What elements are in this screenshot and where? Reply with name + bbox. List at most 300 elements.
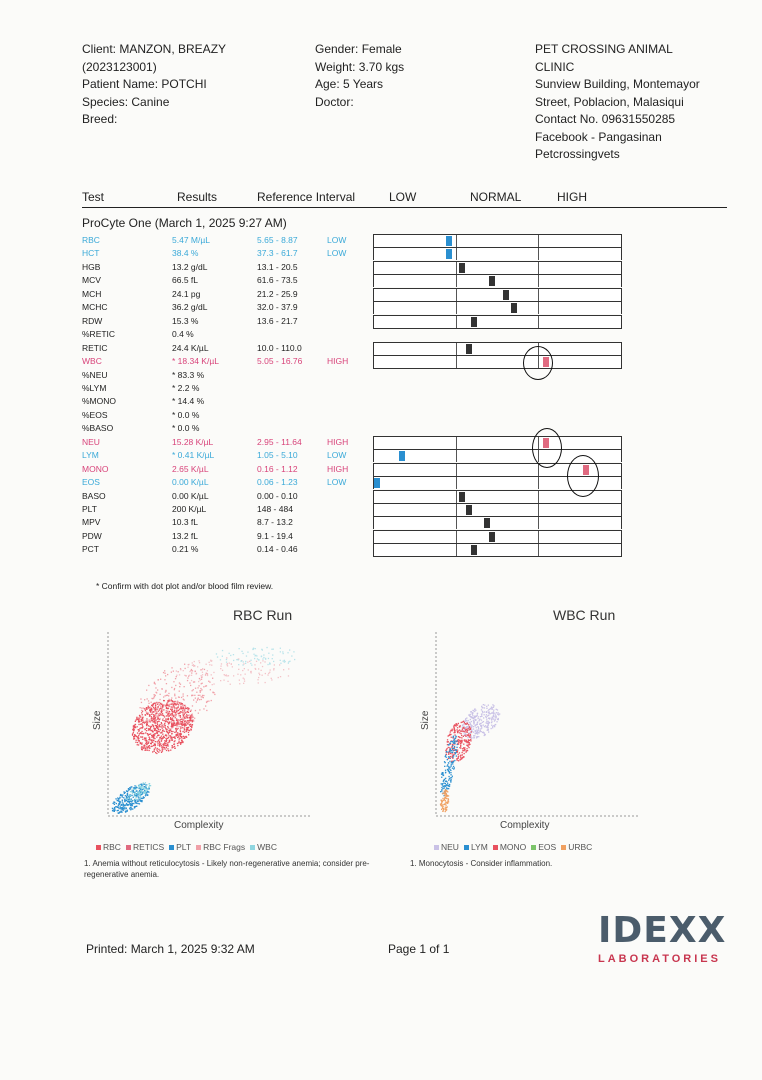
- scatter-dot: [141, 723, 142, 724]
- scatter-dot: [148, 729, 149, 730]
- scatter-dot: [157, 689, 158, 690]
- scatter-dot: [177, 728, 178, 729]
- scatter-dot: [151, 698, 152, 699]
- scatter-dot: [474, 709, 475, 710]
- idexx-logo: IDEXX: [598, 910, 727, 951]
- scatter-dot: [141, 708, 142, 709]
- scatter-dot: [492, 726, 493, 727]
- scatter-dot: [247, 662, 248, 663]
- scatter-dot: [139, 740, 140, 741]
- flag: HIGH: [327, 356, 349, 367]
- scatter-dot: [280, 651, 281, 652]
- scatter-dot: [141, 719, 142, 720]
- gauge-divider: [456, 356, 457, 368]
- scatter-dot: [118, 799, 119, 800]
- scatter-dot: [164, 747, 165, 748]
- scatter-dot: [459, 726, 460, 727]
- range-marker: [446, 249, 452, 259]
- scatter-dot: [470, 719, 471, 720]
- scatter-dot: [273, 669, 274, 670]
- scatter-dot: [161, 752, 162, 753]
- scatter-dot: [245, 663, 246, 664]
- scatter-dot: [143, 708, 144, 709]
- scatter-dot: [162, 750, 163, 751]
- section-title: ProCyte One (March 1, 2025 9:27 AM): [82, 216, 287, 230]
- scatter-dot: [160, 707, 161, 708]
- scatter-dot: [171, 722, 172, 723]
- scatter-dot: [135, 796, 136, 797]
- scatter-dot: [192, 714, 193, 715]
- reference-interval: 5.65 - 8.87: [257, 235, 298, 245]
- printed-date: Printed: March 1, 2025 9:32 AM: [86, 942, 255, 956]
- scatter-dot: [207, 670, 208, 671]
- scatter-dot: [179, 715, 180, 716]
- scatter-dot: [463, 721, 464, 722]
- scatter-dot: [479, 720, 480, 721]
- gauge-divider: [456, 316, 457, 328]
- scatter-dot: [457, 751, 458, 752]
- scatter-dot: [452, 752, 453, 753]
- scatter-dot: [137, 791, 138, 792]
- scatter-dot: [289, 649, 290, 650]
- scatter-dot: [471, 725, 472, 726]
- table-row: [0, 355, 370, 368]
- scatter-dot: [486, 711, 487, 712]
- test-result: 10.3 fL: [172, 517, 198, 528]
- scatter-dot: [182, 704, 183, 705]
- test-result: 66.5 fL: [172, 275, 198, 286]
- scatter-dot: [445, 783, 446, 784]
- scatter-dot: [174, 743, 175, 744]
- range-marker: [489, 532, 495, 542]
- scatter-dot: [496, 712, 497, 713]
- client-info: [82, 41, 226, 129]
- scatter-dot: [226, 674, 227, 675]
- scatter-dot: [465, 752, 466, 753]
- scatter-dot: [137, 736, 138, 737]
- reference-interval: 0.00 - 0.10: [257, 490, 298, 501]
- scatter-dot: [478, 716, 479, 717]
- scatter-dot: [179, 726, 180, 727]
- scatter-dot: [186, 721, 187, 722]
- scatter-dot: [191, 710, 192, 711]
- scatter-dot: [172, 747, 173, 748]
- scatter-dot: [192, 715, 193, 716]
- scatter-dot: [446, 798, 447, 799]
- scatter-dot: [192, 705, 193, 706]
- scatter-dot: [139, 728, 140, 729]
- scatter-dot: [459, 737, 460, 738]
- scatter-dot: [184, 675, 185, 676]
- test-result: * 14.4 %: [172, 396, 205, 407]
- scatter-dot: [233, 654, 234, 655]
- scatter-dot: [243, 661, 244, 662]
- scatter-dot: [129, 804, 130, 805]
- scatter-dot: [229, 663, 230, 664]
- scatter-dot: [194, 661, 195, 662]
- scatter-dot: [452, 753, 453, 754]
- scatter-dot: [488, 705, 489, 706]
- test-result: 24.4 K/µL: [172, 342, 209, 353]
- scatter-dot: [185, 708, 186, 709]
- test-name: %BASO: [82, 423, 114, 434]
- scatter-dot: [174, 695, 175, 696]
- scatter-dot: [159, 699, 160, 700]
- scatter-dot: [144, 797, 145, 798]
- scatter-dot: [445, 802, 446, 803]
- scatter-dot: [145, 737, 146, 738]
- scatter-dot: [162, 724, 163, 725]
- scatter-dot: [158, 731, 159, 732]
- scatter-dot: [448, 788, 449, 789]
- scatter-dot: [280, 663, 281, 664]
- scatter-dot: [477, 722, 478, 723]
- scatter-dot: [146, 690, 147, 691]
- range-marker: [399, 451, 405, 461]
- scatter-dot: [179, 723, 180, 724]
- scatter-dot: [178, 704, 179, 705]
- scatter-dot: [133, 803, 134, 804]
- scatter-dot: [141, 801, 142, 802]
- scatter-dot: [173, 720, 174, 721]
- scatter-dot: [164, 742, 165, 743]
- scatter-dot: [129, 787, 130, 788]
- scatter-dot: [201, 675, 202, 676]
- scatter-dot: [180, 704, 181, 705]
- scatter-dot: [284, 660, 285, 661]
- scatter-dot: [118, 806, 119, 807]
- scatter-dot: [265, 673, 266, 674]
- scatter-dot: [157, 707, 158, 708]
- scatter-dot: [201, 683, 202, 684]
- scatter-dot: [171, 745, 172, 746]
- table-row: [0, 490, 370, 503]
- scatter-dot: [153, 737, 154, 738]
- test-name: %RETIC: [82, 329, 116, 340]
- scatter-dot: [195, 698, 196, 699]
- scatter-dot: [187, 709, 188, 710]
- test-result: 2.65 K/µL: [172, 463, 209, 474]
- scatter-dot: [441, 800, 442, 801]
- scatter-dot: [180, 736, 181, 737]
- scatter-dot: [488, 727, 489, 728]
- scatter-dot: [164, 720, 165, 721]
- scatter-dot: [170, 706, 171, 707]
- scatter-dot: [273, 649, 274, 650]
- legend-item: [531, 842, 556, 852]
- scatter-dot: [288, 675, 289, 676]
- scatter-dot: [138, 729, 139, 730]
- scatter-dot: [168, 716, 169, 717]
- scatter-dot: [239, 683, 240, 684]
- scatter-dot: [443, 804, 444, 805]
- scatter-dot: [190, 726, 191, 727]
- scatter-dot: [254, 658, 255, 659]
- scatter-dot: [175, 707, 176, 708]
- scatter-dot: [175, 685, 176, 686]
- scatter-dot: [191, 695, 192, 696]
- gauge-divider: [456, 343, 457, 355]
- scatter-dot: [465, 723, 466, 724]
- range-gauge: [373, 530, 622, 543]
- scatter-dot: [152, 710, 153, 711]
- scatter-dot: [173, 671, 174, 672]
- scatter-dot: [494, 720, 495, 721]
- scatter-dot: [199, 709, 200, 710]
- scatter-dot: [152, 719, 153, 720]
- scatter-dot: [156, 749, 157, 750]
- test-name: PCT: [82, 544, 99, 555]
- scatter-dot: [141, 733, 142, 734]
- scatter-dot: [167, 674, 168, 675]
- scatter-dot: [189, 730, 190, 731]
- scatter-dot: [141, 790, 142, 791]
- scatter-dot: [171, 697, 172, 698]
- test-name: MCV: [82, 275, 101, 286]
- scatter-dot: [471, 721, 472, 722]
- gauge-divider: [456, 450, 457, 462]
- scatter-dot: [226, 662, 227, 663]
- scatter-dot: [462, 754, 463, 755]
- test-name: EOS: [82, 477, 100, 488]
- scatter-dot: [174, 702, 175, 703]
- scatter-dot: [456, 729, 457, 730]
- scatter-dot: [133, 732, 134, 733]
- scatter-dot: [199, 678, 200, 679]
- scatter-dot: [454, 760, 455, 761]
- scatter-dot: [158, 739, 159, 740]
- legend-swatch: [464, 845, 469, 850]
- scatter-dot: [166, 735, 167, 736]
- test-name: MONO: [82, 463, 109, 474]
- test-name: PDW: [82, 530, 102, 541]
- scatter-dot: [148, 703, 149, 704]
- scatter-dot: [133, 736, 134, 737]
- scatter-dot: [138, 738, 139, 739]
- scatter-dot: [211, 665, 212, 666]
- scatter-dot: [496, 717, 497, 718]
- scatter-dot: [171, 715, 172, 716]
- scatter-dot: [154, 709, 155, 710]
- scatter-dot: [140, 742, 141, 743]
- scatter-dot: [180, 717, 181, 718]
- scatter-dot: [202, 696, 203, 697]
- table-row: [0, 449, 370, 462]
- scatter-dot: [163, 696, 164, 697]
- scatter-dot: [158, 702, 159, 703]
- scatter-dot: [494, 713, 495, 714]
- scatter-dot: [167, 744, 168, 745]
- scatter-dot: [481, 731, 482, 732]
- scatter-dot: [448, 799, 449, 800]
- scatter-dot: [115, 798, 116, 799]
- scatter-dot: [137, 744, 138, 745]
- scatter-dot: [143, 722, 144, 723]
- scatter-dot: [158, 752, 159, 753]
- scatter-dot: [450, 741, 451, 742]
- scatter-dot: [165, 743, 166, 744]
- legend-item: [493, 842, 526, 852]
- test-name: LYM: [82, 450, 99, 461]
- scatter-dot: [161, 732, 162, 733]
- scatter-dot: [165, 735, 166, 736]
- scatter-dot: [168, 724, 169, 725]
- scatter-dot: [459, 732, 460, 733]
- clinic-line: Petcrossingvets: [535, 147, 620, 161]
- scatter-dot: [238, 664, 239, 665]
- scatter-dot: [183, 670, 184, 671]
- scatter-dot: [245, 661, 246, 662]
- scatter-dot: [167, 731, 168, 732]
- scatter-dot: [294, 659, 295, 660]
- scatter-dot: [167, 700, 168, 701]
- scatter-dot: [162, 727, 163, 728]
- scatter-dot: [141, 793, 142, 794]
- scatter-dot: [164, 679, 165, 680]
- scatter-dot: [185, 675, 186, 676]
- scatter-dot: [171, 700, 172, 701]
- table-row: [0, 288, 370, 301]
- scatter-dot: [263, 657, 264, 658]
- scatter-dot: [268, 653, 269, 654]
- scatter-dot: [167, 713, 168, 714]
- scatter-dot: [441, 787, 442, 788]
- gauge-divider: [456, 544, 457, 556]
- scatter-dot: [114, 807, 115, 808]
- table-row: [0, 274, 370, 287]
- scatter-dot: [126, 790, 127, 791]
- patient-details: [315, 41, 404, 111]
- legend-item: [561, 842, 592, 852]
- scatter-dot: [233, 660, 234, 661]
- scatter-dot: [141, 798, 142, 799]
- scatter-dot: [463, 736, 464, 737]
- scatter-dot: [192, 670, 193, 671]
- scatter-dot: [272, 654, 273, 655]
- legend-swatch: [96, 845, 101, 850]
- rbc-y-label: Size: [92, 710, 103, 730]
- scatter-dot: [226, 659, 227, 660]
- scatter-dot: [150, 707, 151, 708]
- scatter-dot: [447, 759, 448, 760]
- scatter-dot: [142, 736, 143, 737]
- scatter-dot: [463, 732, 464, 733]
- scatter-dot: [145, 793, 146, 794]
- scatter-dot: [260, 662, 261, 663]
- scatter-dot: [245, 674, 246, 675]
- scatter-dot: [468, 724, 469, 725]
- scatter-dot: [173, 712, 174, 713]
- table-row: [0, 301, 370, 314]
- test-result: 13.2 fL: [172, 530, 198, 541]
- scatter-dot: [464, 739, 465, 740]
- scatter-dot: [453, 736, 454, 737]
- age: Age: 5 Years: [315, 77, 384, 91]
- scatter-dot: [452, 757, 453, 758]
- scatter-dot: [142, 717, 143, 718]
- test-name: HCT: [82, 248, 100, 259]
- scatter-dot: [151, 716, 152, 717]
- col-reference: Reference Interval: [257, 190, 356, 204]
- scatter-dot: [446, 751, 447, 752]
- scatter-dot: [257, 679, 258, 680]
- scatter-dot: [476, 727, 477, 728]
- scatter-dot: [484, 732, 485, 733]
- scatter-dot: [476, 715, 477, 716]
- scatter-dot: [197, 700, 198, 701]
- scatter-dot: [175, 725, 176, 726]
- scatter-dot: [143, 788, 144, 789]
- scatter-dot: [155, 733, 156, 734]
- scatter-dot: [191, 717, 192, 718]
- flag: LOW: [327, 235, 347, 245]
- breed: Breed:: [82, 112, 118, 126]
- scatter-dot: [152, 751, 153, 752]
- scatter-dot: [171, 733, 172, 734]
- scatter-dot: [126, 799, 127, 800]
- scatter-dot: [447, 791, 448, 792]
- scatter-dot: [199, 699, 200, 700]
- scatter-dot: [137, 742, 138, 743]
- scatter-dot: [166, 739, 167, 740]
- scatter-dot: [489, 712, 490, 713]
- scatter-dot: [262, 675, 263, 676]
- scatter-dot: [134, 785, 135, 786]
- scatter-dot: [453, 740, 454, 741]
- legend-item: [96, 842, 121, 852]
- scatter-dot: [468, 714, 469, 715]
- scatter-dot: [475, 720, 476, 721]
- scatter-dot: [126, 810, 127, 811]
- scatter-dot: [493, 711, 494, 712]
- wbc-footnote: 1. Monocytosis - Consider inflammation.: [410, 859, 553, 868]
- scatter-dot: [241, 651, 242, 652]
- scatter-dot: [178, 710, 179, 711]
- scatter-dot: [482, 732, 483, 733]
- scatter-dot: [182, 717, 183, 718]
- table-row: [0, 369, 370, 382]
- scatter-dot: [280, 676, 281, 677]
- scatter-dot: [154, 683, 155, 684]
- scatter-dot: [449, 771, 450, 772]
- scatter-dot: [172, 740, 173, 741]
- scatter-dot: [163, 745, 164, 746]
- scatter-dot: [467, 732, 468, 733]
- scatter-dot: [113, 801, 114, 802]
- scatter-dot: [189, 671, 190, 672]
- scatter-dot: [178, 719, 179, 720]
- scatter-dot: [445, 772, 446, 773]
- scatter-dot: [212, 692, 213, 693]
- scatter-dot: [222, 670, 223, 671]
- scatter-dot: [151, 702, 152, 703]
- scatter-dot: [138, 718, 139, 719]
- scatter-dot: [155, 714, 156, 715]
- scatter-dot: [492, 708, 493, 709]
- scatter-dot: [183, 736, 184, 737]
- scatter-dot: [161, 745, 162, 746]
- scatter-dot: [201, 679, 202, 680]
- scatter-dot: [178, 742, 179, 743]
- scatter-dot: [184, 721, 185, 722]
- scatter-dot: [160, 705, 161, 706]
- gauge-divider: [456, 491, 457, 503]
- scatter-dot: [191, 680, 192, 681]
- gauge-divider: [456, 302, 457, 314]
- scatter-dot: [145, 714, 146, 715]
- scatter-dot: [488, 718, 489, 719]
- scatter-dot: [280, 660, 281, 661]
